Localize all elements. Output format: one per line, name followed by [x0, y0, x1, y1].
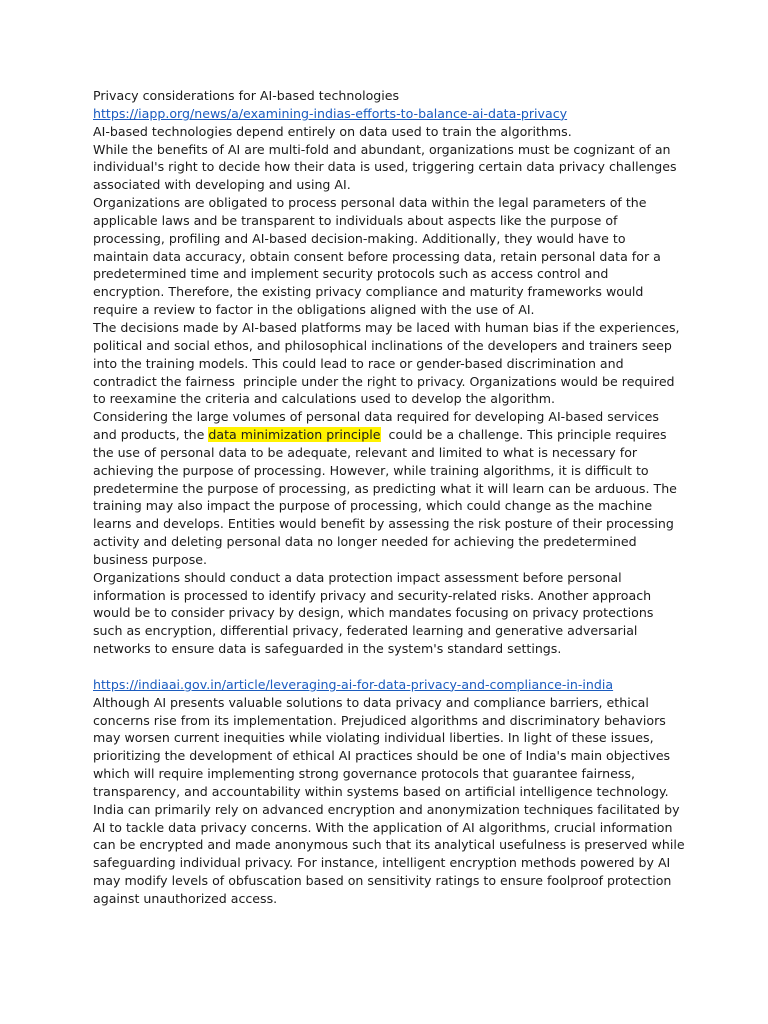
text-line: contradict the fairness principle under the right to privacy. Organizations would be required — [93, 373, 675, 389]
intro-line: AI-based technologies depend entirely on data used to train the algorithms. — [93, 123, 572, 139]
source-link-indiaai[interactable]: https://indiaai.gov.in/article/leveraging-ai-for-data-privacy-and-compliance-in-india — [93, 676, 614, 692]
paragraph-ethics — [93, 694, 683, 801]
source-link-iapp[interactable]: https://iapp.org/news/a/examining-indias-efforts-to-balance-ai-data-privacy — [93, 105, 568, 121]
highlighted-term: data minimization principle — [208, 427, 381, 443]
text-line: may worsen current inequities while violating individual liberties. In light of these issues, — [93, 730, 654, 746]
text-segment: and products, the — [93, 427, 209, 443]
text-line: networks to ensure data is safeguarded in the system's standard settings. — [93, 641, 562, 657]
text-line: can be encrypted and made anonymous such that its analytical usefulness is preserved while — [93, 837, 685, 853]
text-line: into the training models. This could lead to race or gender-based discrimination and — [93, 355, 624, 371]
text-line: transparency, and accountability within systems based on artificial intelligence technology. — [93, 783, 669, 799]
text-line: encryption. Therefore, the existing privacy compliance and maturity frameworks would — [93, 284, 644, 300]
text-line: applicable laws and be transparent to individuals about aspects like the purpose of — [93, 212, 618, 228]
text-line: The decisions made by AI-based platforms may be laced with human bias if the experiences, — [93, 319, 680, 335]
text-line: learns and develops. Entities would benefit by assessing the risk posture of their processing — [93, 516, 674, 532]
text-line: would be to consider privacy by design, which mandates focusing on privacy protections — [93, 605, 654, 621]
text-line-with-highlight — [93, 426, 683, 444]
paragraph-benefits — [93, 141, 683, 195]
text-line: which will require implementing strong governance protocols that guarantee fairness, — [93, 766, 635, 782]
text-line: against unauthorized access. — [93, 890, 278, 906]
text-line: the use of personal data to be adequate, relevant and limited to what is necessary for — [93, 444, 638, 460]
text-line: information is processed to identify privacy and security-related risks. Another approach — [93, 587, 652, 603]
paragraph-dpia — [93, 569, 683, 658]
text-line: associated with developing and using AI. — [93, 177, 351, 193]
text-line: safeguarding individual privacy. For instance, intelligent encryption methods powered by AI — [93, 855, 671, 871]
text-line: prioritizing the development of ethical AI practices should be one of India's main objectives — [93, 748, 671, 764]
text-line: such as encryption, differential privacy, federated learning and generative adversarial — [93, 623, 638, 639]
text-line: achieving the purpose of processing. However, while training algorithms, it is difficult to — [93, 462, 649, 478]
text-line: processing, profiling and AI-based decision-making. Additionally, they would have to — [93, 230, 626, 246]
document-title: Privacy considerations for AI-based technologies — [93, 88, 400, 103]
paragraph-bias — [93, 319, 683, 408]
text-line: training may also impact the purpose of processing, which could change as the machine — [93, 498, 653, 514]
text-line: business purpose. — [93, 551, 208, 567]
text-line: While the benefits of AI are multi-fold and abundant, organizations must be cognizant of an — [93, 141, 671, 157]
text-line: AI to tackle data privacy concerns. With the application of AI algorithms, crucial information — [93, 819, 673, 835]
text-line: India can primarily rely on advanced encryption and anonymization techniques facilitated by — [93, 801, 680, 817]
text-line: Although AI presents valuable solutions to data privacy and compliance barriers, ethical — [93, 694, 649, 710]
text-line: require a review to factor in the obligations aligned with the use of AI. — [93, 302, 535, 318]
blank-line — [93, 658, 683, 676]
text-line: individual's right to decide how their data is used, triggering certain data privacy challenges — [93, 159, 677, 175]
text-segment: could be a challenge. This principle requires — [380, 427, 667, 443]
text-line: predetermine the purpose of processing, as predicting what it will learn can be arduous. The — [93, 480, 677, 496]
text-line: concerns rise from its implementation. Prejudiced algorithms and discriminatory behaviors — [93, 712, 666, 728]
paragraph-encryption — [93, 801, 683, 908]
paragraph-data-minimization — [93, 408, 683, 569]
text-line: maintain data accuracy, obtain consent before processing data, retain personal data for a — [93, 248, 661, 264]
text-line: to reexamine the criteria and calculations used to develop the algorithm. — [93, 391, 556, 407]
paragraph-obligations — [93, 194, 683, 319]
text-line: Organizations are obligated to process personal data within the legal parameters of the — [93, 195, 647, 211]
text-line: may modify levels of obfuscation based on sensitivity ratings to ensure foolproof protection — [93, 873, 672, 889]
text-line: political and social ethos, and philosophical inclinations of the developers and trainers seep — [93, 337, 672, 353]
text-line: activity and deleting personal data no longer needed for achieving the predetermined — [93, 534, 637, 550]
text-line: Considering the large volumes of personal data required for developing AI-based services — [93, 409, 659, 425]
text-line: Organizations should conduct a data protection impact assessment before personal — [93, 569, 622, 585]
text-line: predetermined time and implement security protocols such as access control and — [93, 266, 609, 282]
document-body — [93, 87, 683, 908]
